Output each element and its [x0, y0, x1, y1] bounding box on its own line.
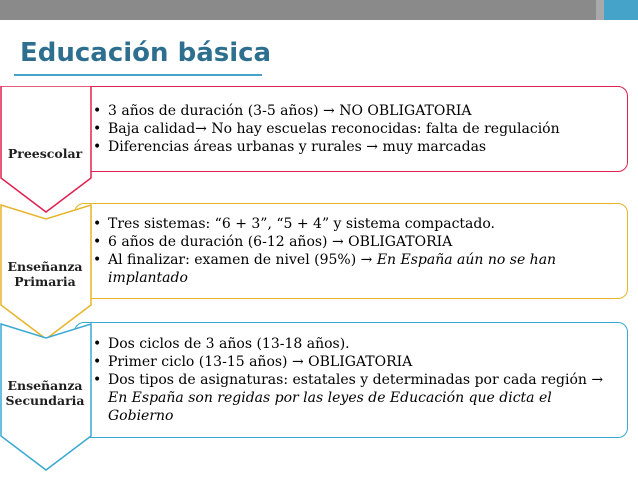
- bullet-item: [93, 371, 619, 425]
- bullet-text: 6 años de duración (6-12 años) → OBLIGATORIA: [108, 234, 453, 250]
- title-underline: [14, 74, 262, 76]
- bullet-item: [93, 251, 619, 287]
- section-label-line: Preescolar: [7, 146, 83, 161]
- top-bar-accent: [604, 0, 638, 20]
- top-bar: [0, 0, 638, 20]
- bullet-item: [93, 138, 560, 156]
- bullet-text: Baja calidad→ No hay escuelas reconocidas: falta de regulación: [108, 121, 560, 137]
- bullet-text: Diferencias áreas urbanas y rurales → muy marcadas: [108, 139, 487, 155]
- bullet-item: [93, 215, 619, 233]
- section-label-line: Enseñanza: [7, 378, 83, 393]
- bullet-text: Tres sistemas: “6 + 3”, “5 + 4” y sistema compactado.: [108, 216, 496, 232]
- section-label: [0, 259, 90, 289]
- bullet-list: [93, 215, 619, 287]
- content-box: [74, 86, 628, 172]
- bullet-text: Al finalizar: examen de nivel (95%) →: [108, 252, 377, 268]
- section-label-line: Enseñanza: [7, 259, 83, 274]
- content-box: [74, 203, 628, 299]
- bullet-text-italic: En España aún no se han implantado: [108, 252, 557, 286]
- bullet-item: [93, 102, 560, 120]
- bullet-text: Dos ciclos de 3 años (13-18 años).: [108, 336, 350, 352]
- bullet-item: [93, 233, 619, 251]
- bullet-item: [93, 120, 560, 138]
- bullet-text: 3 años de duración (3-5 años) → NO OBLIGATORIA: [108, 103, 472, 119]
- bullet-list: [93, 335, 619, 425]
- bullet-list: [93, 102, 560, 156]
- section-label: [0, 378, 90, 408]
- top-bar-light: [596, 0, 604, 20]
- bullet-text-italic: En España son regidas por las leyes de Educación que dicta el Gobierno: [108, 390, 552, 424]
- slide-title: Educación básica: [20, 38, 272, 68]
- section-label: [0, 146, 90, 161]
- bullet-text: Primer ciclo (13-15 años) → OBLIGATORIA: [108, 354, 413, 370]
- section-label-line: Secundaria: [5, 393, 85, 408]
- section-label-line: Primaria: [14, 274, 76, 289]
- top-bar-gray: [0, 0, 596, 20]
- bullet-item: [93, 335, 619, 353]
- bullet-text: Dos tipos de asignaturas: estatales y determinadas por cada región →: [108, 372, 604, 388]
- content-box: [74, 322, 628, 438]
- bullet-item: [93, 353, 619, 371]
